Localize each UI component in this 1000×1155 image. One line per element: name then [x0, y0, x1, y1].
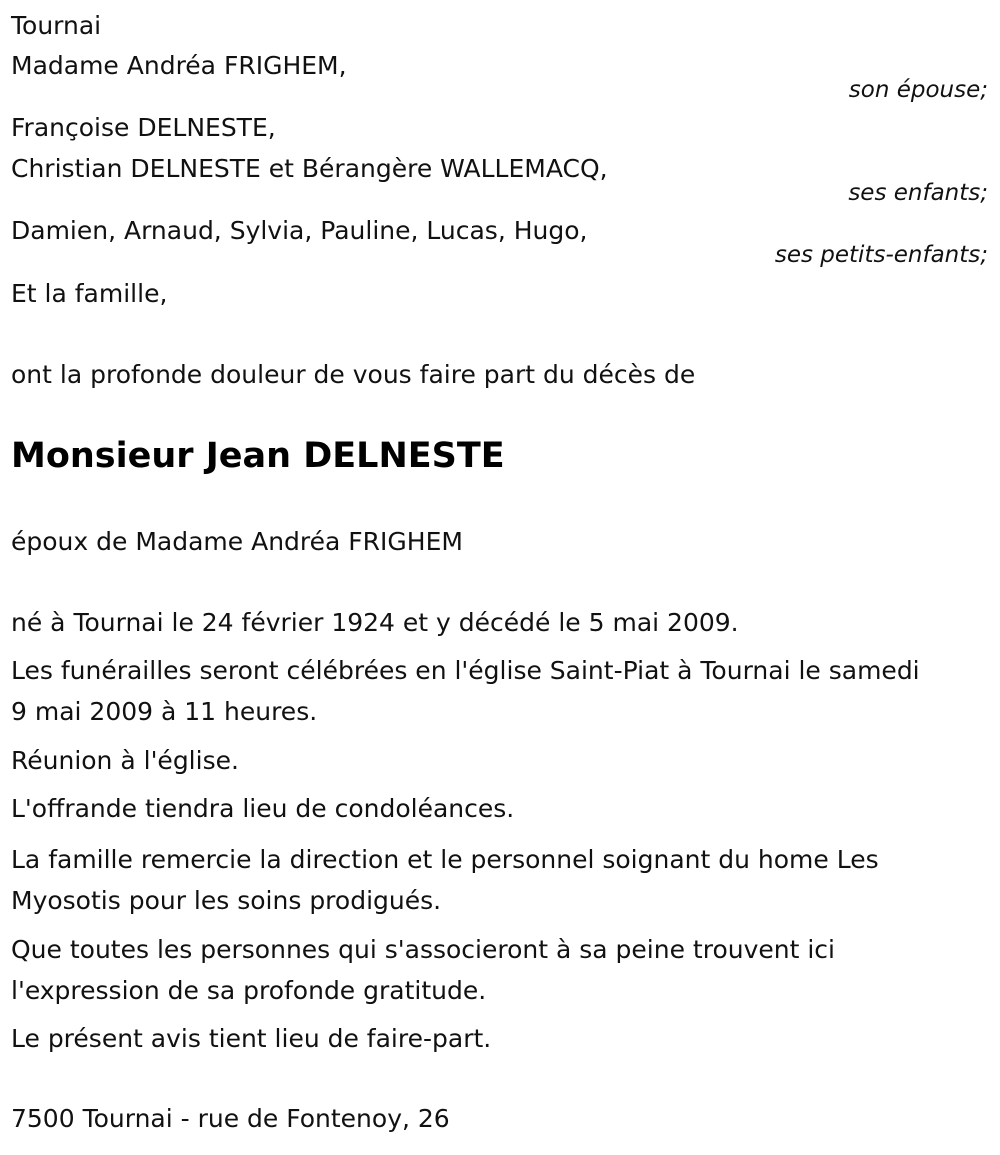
thanks-line-2: Myosotis pour les soins prodigués. — [11, 886, 442, 915]
notice-statement: Le présent avis tient lieu de faire-part. — [11, 1024, 492, 1053]
deceased-name: Monsieur Jean DELNESTE — [11, 436, 505, 476]
city-heading: Tournai — [11, 11, 102, 40]
thanks-line-1: La famille remercie la direction et le personnel soignant du home Les — [11, 845, 879, 874]
gratitude-line-2: l'expression de sa profonde gratitude. — [11, 976, 487, 1005]
funeral-line-2: 9 mai 2009 à 11 heures. — [11, 697, 318, 726]
children-role: ses enfants; — [848, 180, 988, 206]
grandchildren-role: ses petits-enfants; — [774, 242, 988, 268]
grandchildren-names: Damien, Arnaud, Sylvia, Pauline, Lucas, Hugo, — [11, 216, 588, 245]
announcement-intro: ont la profonde douleur de vous faire part du décès de — [11, 360, 696, 389]
spouse-relation: époux de Madame Andréa FRIGHEM — [11, 527, 463, 556]
meeting-place: Réunion à l'église. — [11, 746, 239, 775]
extended-family: Et la famille, — [11, 279, 168, 308]
birth-death-dates: né à Tournai le 24 février 1924 et y décédé le 5 mai 2009. — [11, 608, 739, 637]
gratitude-line-1: Que toutes les personnes qui s'associeront à sa peine trouvent ici — [11, 935, 835, 964]
child-name-2: Christian DELNESTE et Bérangère WALLEMACQ, — [11, 154, 608, 183]
spouse-name: Madame Andréa FRIGHEM, — [11, 51, 347, 80]
family-address: 7500 Tournai - rue de Fontenoy, 26 — [11, 1104, 450, 1133]
spouse-role: son épouse; — [848, 77, 988, 103]
offering-note: L'offrande tiendra lieu de condoléances. — [11, 794, 515, 823]
child-name-1: Françoise DELNESTE, — [11, 113, 276, 142]
funeral-line-1: Les funérailles seront célébrées en l'église Saint-Piat à Tournai le samedi — [11, 656, 920, 685]
